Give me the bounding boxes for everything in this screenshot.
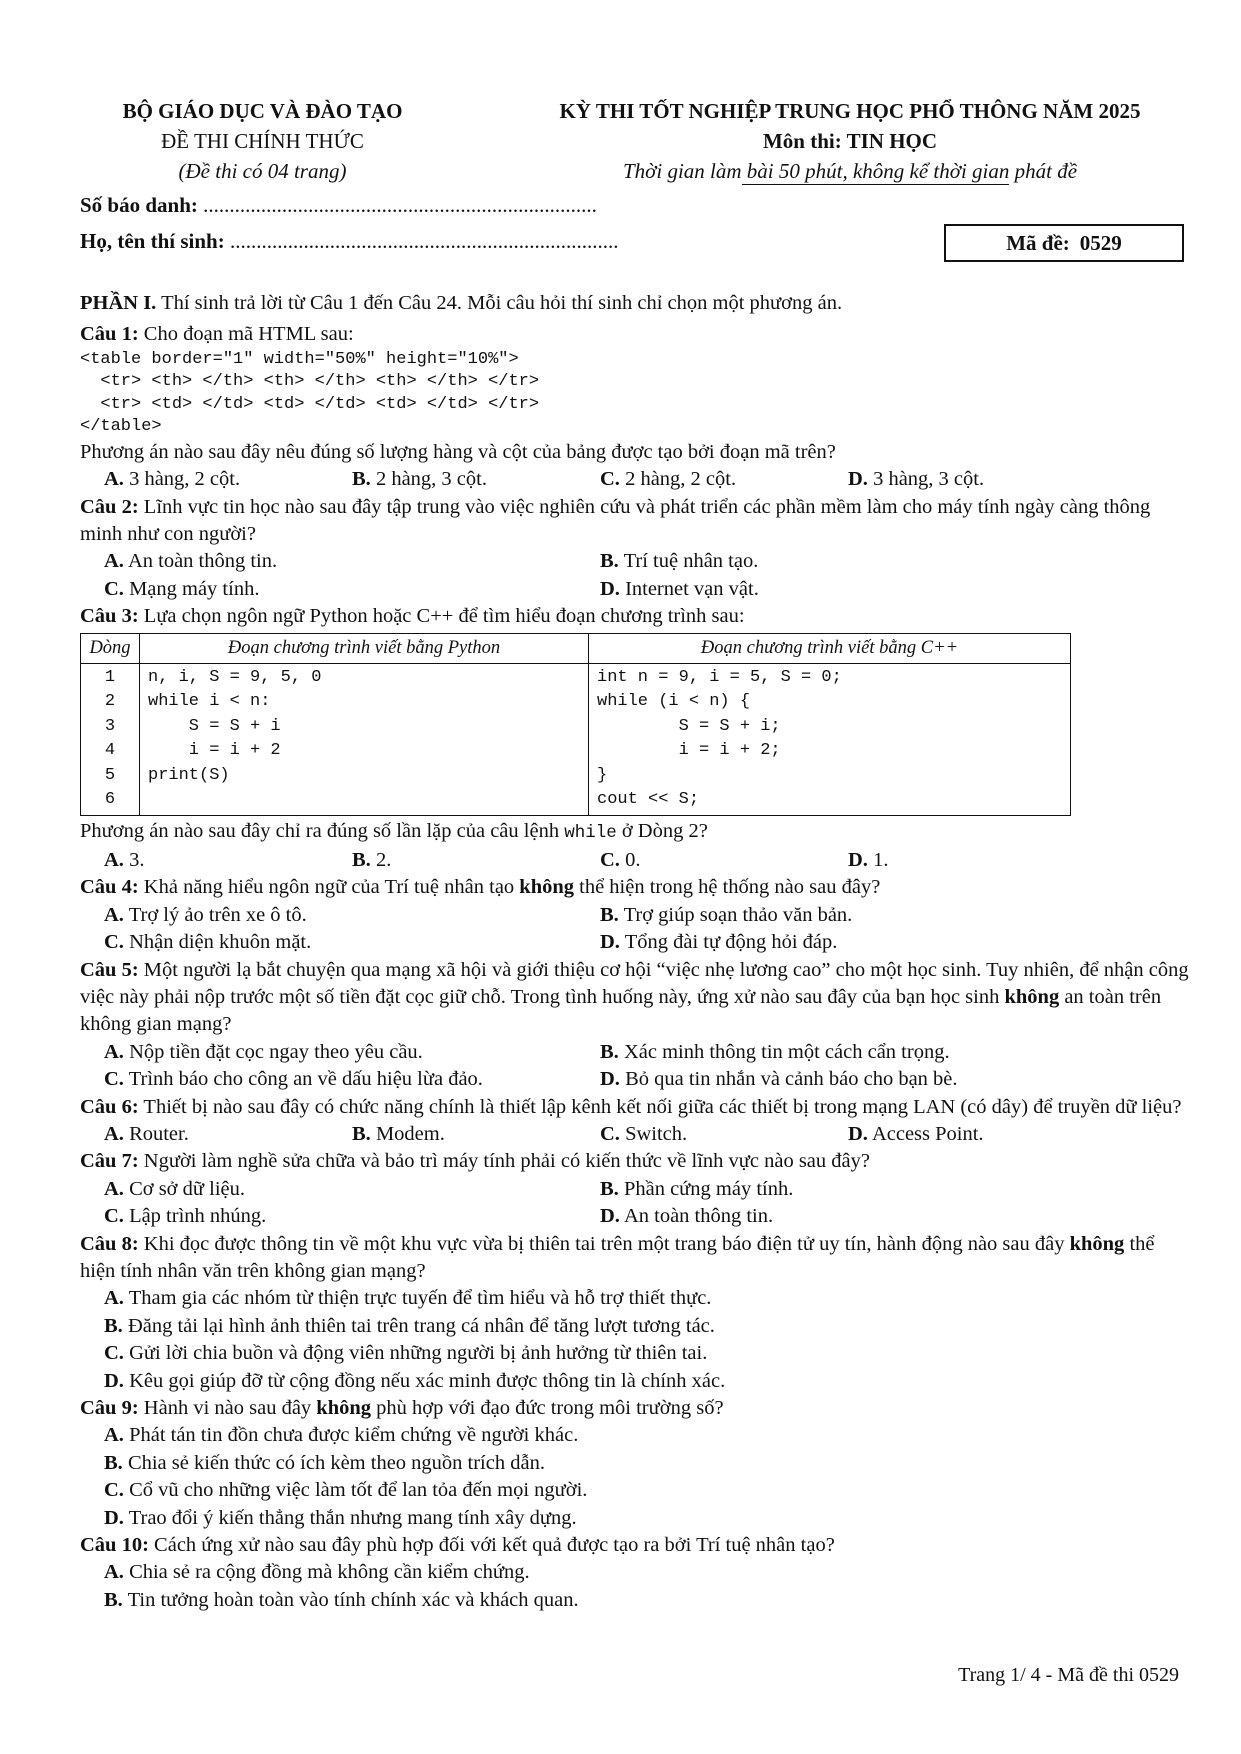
page-footer: Trang 1/ 4 - Mã đề thi 0529 <box>958 1664 1179 1686</box>
header-right <box>500 96 1200 186</box>
question-text: Thiết bị nào sau đây có chức năng chính là thiết lập kênh kết nối giữa các thiết bị trong mạng LAN (có dây) để truyền dữ liệu? <box>138 1095 1182 1118</box>
options-row <box>80 1039 1190 1066</box>
option-letter: C. <box>104 1342 124 1365</box>
part1-label: PHẦN I. <box>80 292 157 314</box>
python-code: n, i, S = 9, 5, 0 while i < n: S = S + i i = i + 2 print(S) <box>140 664 589 815</box>
option-b <box>80 1587 1190 1614</box>
exam-title: KỲ THI TỐT NGHIỆP TRUNG HỌC PHỔ THÔNG NĂM 2025 <box>559 99 1141 123</box>
option-c <box>104 1203 600 1230</box>
option-text: Trợ giúp soạn thảo văn bản. <box>623 903 853 926</box>
option-letter: D. <box>104 1369 124 1392</box>
option-text: 2 hàng, 2 cột. <box>625 468 737 491</box>
options-row <box>80 576 1190 603</box>
question-label: Câu 5: <box>80 958 139 981</box>
option-text: 3. <box>129 848 145 871</box>
negation-word: không <box>316 1397 372 1420</box>
exam-content <box>80 290 1190 1614</box>
option-text: Tin tưởng hoàn toàn vào tính chính xác và khách quan. <box>127 1588 579 1611</box>
option-text: Phát tán tin đồn chưa được kiểm chứng về người khác. <box>129 1424 579 1447</box>
option-letter: C. <box>104 577 124 600</box>
option-text: 2 hàng, 3 cột. <box>375 468 487 491</box>
option-c <box>104 929 600 956</box>
question-text: Người làm nghề sửa chữa và bảo trì máy tính phải có kiến thức về lĩnh vực nào sau đây? <box>138 1150 870 1173</box>
question-text: Khi đọc được thông tin về một khu vực vừa bị thiên tai trên một trang báo điện tử uy tín, hành động nào sau đây <box>138 1232 1070 1255</box>
candidate-number-label: Số báo danh: <box>80 193 198 217</box>
col-python-header: Đoạn chương trình viết bằng Python <box>140 633 589 663</box>
options-row <box>80 929 1190 956</box>
html-code-block: <table border="1" width="50%" height="10%"> <tr> <th> </th> <th> </th> <th> </th> </tr> <tr> <td> </td> <td> </td> <td> </td> </tr> </table> <box>80 349 540 437</box>
option-text: Trí tuệ nhân tạo. <box>623 550 759 573</box>
ask-text: Phương án nào sau đây chỉ ra đúng số lần lặp của câu lệnh <box>80 819 565 842</box>
code-table-body <box>81 664 1071 815</box>
option-letter: A. <box>104 1287 124 1310</box>
option-letter: D. <box>848 468 868 491</box>
code-table <box>80 633 1071 816</box>
option-d <box>80 1368 1190 1395</box>
option-letter: B. <box>600 1177 619 1200</box>
option-text: Cổ vũ cho những việc làm tốt để lan tỏa đến mọi người. <box>129 1479 588 1502</box>
option-d <box>848 847 1096 874</box>
option-c <box>80 1340 1190 1367</box>
option-text: Gửi lời chia buồn và động viên những người bị ảnh hưởng từ thiên tai. <box>129 1342 708 1365</box>
candidate-number-line <box>80 193 597 218</box>
option-letter: B. <box>600 1040 619 1063</box>
option-letter: A. <box>104 550 124 573</box>
part1-instruction <box>80 290 1190 317</box>
question-text: Lựa chọn ngôn ngữ Python hoặc C++ để tìm hiểu đoạn chương trình sau: <box>138 605 745 628</box>
option-b <box>600 548 1096 575</box>
time-line <box>500 156 1200 186</box>
option-letter: B. <box>600 903 619 926</box>
question-1 <box>80 321 1190 348</box>
subject-line <box>500 126 1200 156</box>
option-a <box>104 902 600 929</box>
options-row <box>80 1203 1190 1230</box>
option-d <box>600 1066 1096 1093</box>
exam-code-label: Mã đề: <box>1006 230 1070 255</box>
option-letter: C. <box>600 468 620 491</box>
option-text: Modem. <box>375 1122 445 1145</box>
exam-code-value: 0529 <box>1079 230 1122 255</box>
option-text: 0. <box>625 848 641 871</box>
option-text: Nhận diện khuôn mặt. <box>129 931 312 954</box>
option-letter: D. <box>848 848 868 871</box>
option-text: Đăng tải lại hình ảnh thiên tai trên trang cá nhân để tăng lượt tương tác. <box>127 1314 715 1337</box>
question-text: phù hợp với đạo đức trong môi trường số? <box>371 1397 724 1420</box>
option-b <box>80 1313 1190 1340</box>
option-letter: A. <box>104 1424 124 1447</box>
question-text: Hành vi nào sau đây <box>138 1397 317 1420</box>
question-4 <box>80 874 1190 901</box>
option-c <box>80 1477 1190 1504</box>
header-left <box>90 96 435 186</box>
option-letter: D. <box>600 1068 620 1091</box>
negation-word: không <box>519 876 575 899</box>
option-a <box>80 1422 1190 1449</box>
option-letter: A. <box>104 848 124 871</box>
option-letter: A. <box>104 468 124 491</box>
option-letter: A. <box>104 1177 124 1200</box>
option-b <box>352 847 600 874</box>
question-ask <box>80 818 1190 847</box>
option-a <box>80 1285 1190 1312</box>
option-d <box>600 1203 1096 1230</box>
part1-text: Thí sinh trả lời từ Câu 1 đến Câu 24. Mỗi câu hỏi thí sinh chỉ chọn một phương án. <box>156 292 843 314</box>
option-text: Trao đổi ý kiến thẳng thắn nhưng mang tính xây dựng. <box>128 1506 577 1529</box>
option-text: Internet vạn vật. <box>625 577 759 600</box>
option-text: Kêu gọi giúp đỡ từ cộng đồng nếu xác minh được thông tin là chính xác. <box>129 1369 726 1392</box>
option-d <box>848 1121 1096 1148</box>
question-ask: Phương án nào sau đây nêu đúng số lượng hàng và cột của bảng được tạo bởi đoạn mã trên? <box>80 440 836 463</box>
option-letter: C. <box>600 1122 620 1145</box>
options-row <box>80 548 1190 575</box>
question-label: Câu 9: <box>80 1397 139 1420</box>
option-text: Lập trình nhúng. <box>129 1205 267 1228</box>
option-a <box>104 548 600 575</box>
option-letter: D. <box>104 1506 124 1529</box>
time-text-c: phát đề <box>1009 159 1078 183</box>
option-c <box>600 847 848 874</box>
time-text-a: Thời gian làm <box>622 159 742 183</box>
question-8 <box>80 1231 1190 1286</box>
option-text: Chia sẻ ra cộng đồng mà không cần kiểm chứng. <box>129 1561 530 1584</box>
option-d <box>600 576 1096 603</box>
question-text: thể hiện tính nhân văn trên không gian mạng? <box>80 1232 1155 1282</box>
question-2 <box>80 494 1190 549</box>
option-letter: C. <box>600 848 620 871</box>
option-text: Cơ sở dữ liệu. <box>129 1177 245 1200</box>
question-text: Khả năng hiểu ngôn ngữ của Trí tuệ nhân tạo <box>138 876 520 899</box>
option-letter: D. <box>600 577 620 600</box>
option-letter: A. <box>104 1040 124 1063</box>
col-cpp-header: Đoạn chương trình viết bằng C++ <box>589 633 1071 663</box>
option-b <box>352 466 600 493</box>
option-text: An toàn thông tin. <box>623 1205 774 1228</box>
option-a <box>104 466 352 493</box>
option-c <box>600 1121 848 1148</box>
option-a <box>80 1559 1190 1586</box>
options-row <box>80 1121 1190 1148</box>
option-b <box>80 1450 1190 1477</box>
option-text: Nộp tiền đặt cọc ngay theo yêu cầu. <box>129 1040 423 1063</box>
official-label: ĐỀ THI CHÍNH THỨC <box>161 129 364 153</box>
option-letter: B. <box>352 1122 371 1145</box>
options-row <box>80 1176 1190 1203</box>
option-text: 3 hàng, 2 cột. <box>129 468 241 491</box>
option-text: Trợ lý ảo trên xe ô tô. <box>128 903 307 926</box>
option-text: Chia sẻ kiến thức có ích kèm theo nguồn trích dẫn. <box>127 1451 545 1474</box>
candidate-name-line <box>80 229 618 254</box>
question-text: Cho đoạn mã HTML sau: <box>138 323 354 346</box>
option-c <box>600 466 848 493</box>
question-text: an toàn trên không gian mạng? <box>80 985 1162 1036</box>
options-row <box>80 1066 1190 1093</box>
candidate-name-field: .......................................................................... <box>224 229 619 253</box>
option-text: Bỏ qua tin nhắn và cảnh báo cho bạn bè. <box>625 1068 958 1091</box>
ask-text: ở Dòng 2? <box>616 819 708 842</box>
col-line-header: Dòng <box>81 633 140 663</box>
option-a <box>104 1039 600 1066</box>
question-text: thể hiện trong hệ thống nào sau đây? <box>574 876 881 899</box>
code-table-header <box>81 633 1071 663</box>
options-row <box>80 902 1190 929</box>
pages-note: (Đề thi có 04 trang) <box>178 159 347 183</box>
option-letter: C. <box>104 931 124 954</box>
question-label: Câu 8: <box>80 1232 139 1255</box>
option-letter: C. <box>104 1205 124 1228</box>
options-row <box>80 466 1190 493</box>
option-letter: C. <box>104 1479 124 1502</box>
option-text: Phần cứng máy tính. <box>623 1177 794 1200</box>
line-numbers: 1 2 3 4 5 6 <box>81 664 140 815</box>
option-text: Switch. <box>625 1122 688 1145</box>
option-a <box>104 847 352 874</box>
candidate-number-field: ........................................................................... <box>197 193 597 217</box>
question-label: Câu 4: <box>80 876 139 899</box>
exam-code-box <box>944 224 1184 262</box>
question-label: Câu 2: <box>80 495 139 518</box>
inline-code: while <box>564 822 617 843</box>
question-text: Một người lạ bắt chuyện qua mạng xã hội và giới thiệu cơ hội “việc nhẹ lương cao” cho một học sinh. Tuy nhiên, để nhận công việc này phải nộp trước một số tiền đặt cọc giữ chỗ. Trong tình huống này, ứng xử nào sau đây của bạn học sinh <box>80 958 1189 1008</box>
question-text: Cách ứng xử nào sau đây phù hợp đối với kết quả được tạo ra bởi Trí tuệ nhân tạo? <box>148 1534 835 1557</box>
option-a <box>104 1176 600 1203</box>
option-d <box>848 466 1096 493</box>
ministry-name: BỘ GIÁO DỤC VÀ ĐÀO TẠO <box>122 99 403 123</box>
option-letter: B. <box>352 468 371 491</box>
option-c <box>104 576 600 603</box>
question-6 <box>80 1094 1190 1121</box>
question-10 <box>80 1532 1190 1559</box>
option-b <box>600 902 1096 929</box>
question-3 <box>80 603 1190 630</box>
option-letter: A. <box>104 1122 124 1145</box>
option-letter: D. <box>600 1205 620 1228</box>
option-text: Tổng đài tự động hỏi đáp. <box>624 931 838 954</box>
candidate-name-label: Họ, tên thí sinh: <box>80 229 225 253</box>
option-letter: B. <box>600 550 619 573</box>
option-text: An toàn thông tin. <box>127 550 278 573</box>
question-9 <box>80 1395 1190 1422</box>
subject-label: Môn thi: <box>762 129 842 153</box>
option-letter: A. <box>104 903 124 926</box>
option-text: 1. <box>873 848 889 871</box>
option-c <box>104 1066 600 1093</box>
time-text-b: bài 50 phút, không kể thời gian <box>741 159 1010 183</box>
question-label: Câu 7: <box>80 1150 139 1173</box>
option-b <box>600 1176 1096 1203</box>
option-text: Access Point. <box>871 1122 984 1145</box>
option-text: 2. <box>375 848 392 871</box>
option-letter: D. <box>600 931 620 954</box>
question-label: Câu 1: <box>80 323 139 346</box>
option-letter: B. <box>104 1588 123 1611</box>
options-row <box>80 847 1190 874</box>
question-text: Lĩnh vực tin học nào sau đây tập trung vào việc nghiên cứu và phát triển các phần mềm làm cho máy tính ngày càng thông minh như con người? <box>80 495 1151 546</box>
cpp-code: int n = 9, i = 5, S = 0; while (i < n) { S = S + i; i = i + 2; } cout << S; <box>589 664 1071 815</box>
option-text: Tham gia các nhóm từ thiện trực tuyến để tìm hiểu và hỗ trợ thiết thực. <box>128 1287 712 1310</box>
negation-word: không <box>1069 1232 1125 1255</box>
negation-word: không <box>1004 985 1060 1008</box>
option-text: Mạng máy tính. <box>129 577 260 600</box>
question-5 <box>80 957 1190 1039</box>
option-text: Xác minh thông tin một cách cẩn trọng. <box>623 1040 950 1063</box>
question-label: Câu 3: <box>80 605 139 628</box>
option-letter: B. <box>104 1451 123 1474</box>
subject-name: TIN HỌC <box>846 129 938 153</box>
option-letter: C. <box>104 1068 124 1091</box>
question-7 <box>80 1148 1190 1175</box>
question-label: Câu 10: <box>80 1534 149 1557</box>
option-letter: D. <box>848 1122 868 1145</box>
option-d <box>80 1505 1190 1532</box>
option-letter: B. <box>104 1314 123 1337</box>
option-b <box>352 1121 600 1148</box>
option-text: 3 hàng, 3 cột. <box>873 468 985 491</box>
question-label: Câu 6: <box>80 1095 139 1118</box>
option-a <box>104 1121 352 1148</box>
option-letter: B. <box>352 848 371 871</box>
option-text: Trình báo cho công an về dấu hiệu lừa đảo. <box>128 1068 483 1091</box>
option-text: Router. <box>129 1122 189 1145</box>
option-letter: A. <box>104 1561 124 1584</box>
option-d <box>600 929 1096 956</box>
option-b <box>600 1039 1096 1066</box>
